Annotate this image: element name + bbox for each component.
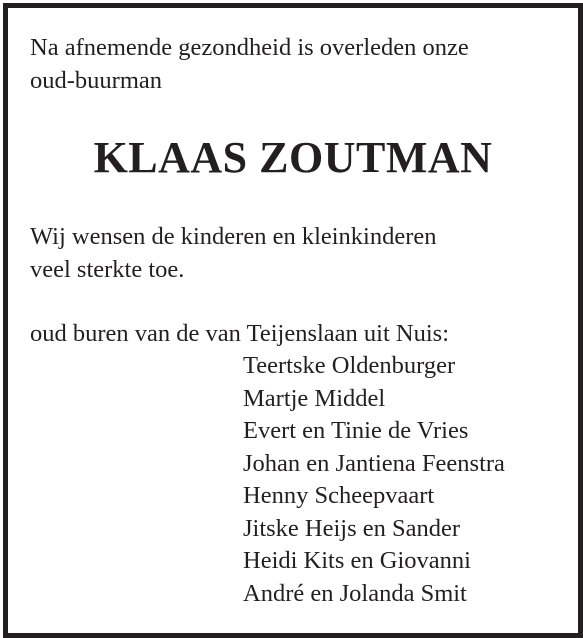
- signatory: Martje Middel: [243, 384, 386, 412]
- condolence-line-2: veel sterkte toe.: [30, 256, 185, 283]
- signatory: Jitske Heijs en Sander: [243, 514, 461, 542]
- signatory: André en Jolanda Smit: [243, 579, 467, 607]
- intro-line-2: oud-buurman: [30, 67, 162, 94]
- signatory: Henny Scheepvaart: [243, 482, 435, 509]
- signatories-list: [243, 354, 505, 614]
- signatory: Johan en Jantiena Feenstra: [243, 449, 505, 477]
- from-line: oud buren van de van Teijenslaan uit Nuis:: [30, 320, 450, 347]
- death-notice: [3, 3, 583, 638]
- condolence-line-1: Wij wensen de kinderen en kleinkinderen: [30, 223, 437, 250]
- intro-line-1: Na afnemende gezondheid is overleden onze: [30, 34, 469, 61]
- deceased-name: KLAAS ZOUTMAN: [93, 133, 493, 182]
- signatory: Evert en Tinie de Vries: [243, 417, 469, 444]
- signatory: Teertske Oldenburger: [243, 352, 456, 379]
- signatory: Heidi Kits en Giovanni: [243, 547, 471, 574]
